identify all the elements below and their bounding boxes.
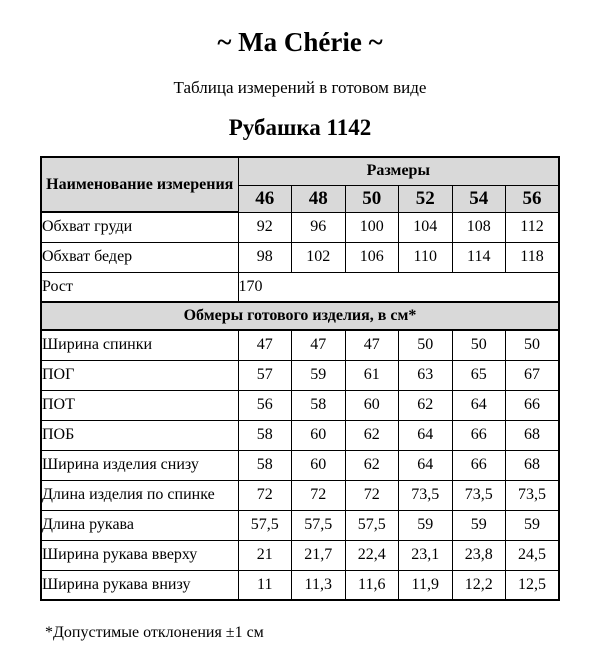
- value-cell: 11: [238, 570, 292, 600]
- value-cell: 72: [345, 480, 399, 510]
- value-cell: 47: [345, 330, 399, 360]
- value-cell: 57: [238, 360, 292, 390]
- value-cell: 11,6: [345, 570, 399, 600]
- value-cell: 66: [452, 420, 506, 450]
- value-cell: 56: [238, 390, 292, 420]
- table-row: [41, 272, 559, 302]
- value-cell: 23,1: [399, 540, 453, 570]
- value-cell: 68: [506, 420, 560, 450]
- row-label: Длина изделия по спинке: [41, 480, 238, 510]
- value-cell: 47: [292, 330, 346, 360]
- value-cell: 66: [506, 390, 560, 420]
- value-cell: 108: [452, 212, 506, 242]
- table-body: [41, 212, 559, 600]
- document-subtitle: Таблица измерений в готовом виде: [173, 78, 427, 97]
- sizes-group-header: Размеры: [238, 157, 559, 185]
- size-col-header-46: 46: [238, 185, 292, 212]
- row-label: Ширина изделия снизу: [41, 450, 238, 480]
- value-cell: 57,5: [238, 510, 292, 540]
- value-cell: 100: [345, 212, 399, 242]
- table-row: [41, 480, 559, 510]
- value-cell: 62: [345, 420, 399, 450]
- value-cell: 21: [238, 540, 292, 570]
- value-cell: 92: [238, 212, 292, 242]
- value-cell: 106: [345, 242, 399, 272]
- table-row: [41, 242, 559, 272]
- size-col-header-50: 50: [345, 185, 399, 212]
- value-cell: 21,7: [292, 540, 346, 570]
- sizes-title-row: [41, 157, 559, 185]
- value-cell: 64: [399, 450, 453, 480]
- table-row: [41, 360, 559, 390]
- section-header-label: Обмеры готового изделия, в см*: [41, 302, 559, 330]
- value-cell: 59: [452, 510, 506, 540]
- value-cell: 63: [399, 360, 453, 390]
- value-cell: 102: [292, 242, 346, 272]
- size-col-header-54: 54: [452, 185, 506, 212]
- value-cell: 96: [292, 212, 346, 242]
- row-label: Ширина рукава внизу: [41, 570, 238, 600]
- value-cell: 62: [399, 390, 453, 420]
- row-label: Ширина рукава вверху: [41, 540, 238, 570]
- row-label: Рост: [41, 272, 238, 302]
- name-column-header: Наименование измерения: [41, 157, 238, 212]
- row-label: ПОБ: [41, 420, 238, 450]
- table-header: [41, 157, 559, 212]
- measurement-table: [40, 156, 560, 601]
- value-cell: 50: [399, 330, 453, 360]
- value-cell: 58: [238, 450, 292, 480]
- value-cell: 57,5: [345, 510, 399, 540]
- value-cell: 11,9: [399, 570, 453, 600]
- value-cell: 73,5: [452, 480, 506, 510]
- row-label: ПОТ: [41, 390, 238, 420]
- size-col-header-48: 48: [292, 185, 346, 212]
- value-cell: 58: [238, 420, 292, 450]
- size-col-header-52: 52: [399, 185, 453, 212]
- value-cell: 59: [292, 360, 346, 390]
- value-cell: 23,8: [452, 540, 506, 570]
- value-cell: 118: [506, 242, 560, 272]
- table-row: [41, 390, 559, 420]
- value-cell: 73,5: [506, 480, 560, 510]
- value-cell: 60: [292, 420, 346, 450]
- value-cell: 47: [238, 330, 292, 360]
- value-cell: 60: [292, 450, 346, 480]
- value-cell: 104: [399, 212, 453, 242]
- value-cell: 73,5: [399, 480, 453, 510]
- product-title: Рубашка 1142: [228, 115, 372, 140]
- merged-value-cell: 170: [238, 272, 559, 302]
- value-cell: 50: [506, 330, 560, 360]
- value-cell: 50: [452, 330, 506, 360]
- value-cell: 58: [292, 390, 346, 420]
- brand-title: ~ Ma Chérie ~: [217, 27, 383, 57]
- value-cell: 62: [345, 450, 399, 480]
- row-label: ПОГ: [41, 360, 238, 390]
- value-cell: 12,5: [506, 570, 560, 600]
- size-col-header-56: 56: [506, 185, 560, 212]
- value-cell: 24,5: [506, 540, 560, 570]
- row-label: Длина рукава: [41, 510, 238, 540]
- value-cell: 68: [506, 450, 560, 480]
- value-cell: 98: [238, 242, 292, 272]
- table-row: [41, 570, 559, 600]
- value-cell: 61: [345, 360, 399, 390]
- section-header-row: [41, 302, 559, 330]
- row-label: Ширина спинки: [41, 330, 238, 360]
- value-cell: 64: [452, 390, 506, 420]
- value-cell: 60: [345, 390, 399, 420]
- row-label: Обхват бедер: [41, 242, 238, 272]
- table-row: [41, 212, 559, 242]
- value-cell: 65: [452, 360, 506, 390]
- table-row: [41, 330, 559, 360]
- table-row: [41, 420, 559, 450]
- value-cell: 114: [452, 242, 506, 272]
- value-cell: 22,4: [345, 540, 399, 570]
- value-cell: 59: [399, 510, 453, 540]
- value-cell: 12,2: [452, 570, 506, 600]
- value-cell: 112: [506, 212, 560, 242]
- value-cell: 72: [238, 480, 292, 510]
- tolerance-footnote: *Допустимые отклонения ±1 см: [45, 624, 264, 641]
- row-label: Обхват груди: [41, 212, 238, 242]
- value-cell: 66: [452, 450, 506, 480]
- value-cell: 59: [506, 510, 560, 540]
- value-cell: 57,5: [292, 510, 346, 540]
- value-cell: 110: [399, 242, 453, 272]
- value-cell: 72: [292, 480, 346, 510]
- table-row: [41, 540, 559, 570]
- value-cell: 64: [399, 420, 453, 450]
- table-row: [41, 450, 559, 480]
- value-cell: 11,3: [292, 570, 346, 600]
- value-cell: 67: [506, 360, 560, 390]
- table-row: [41, 510, 559, 540]
